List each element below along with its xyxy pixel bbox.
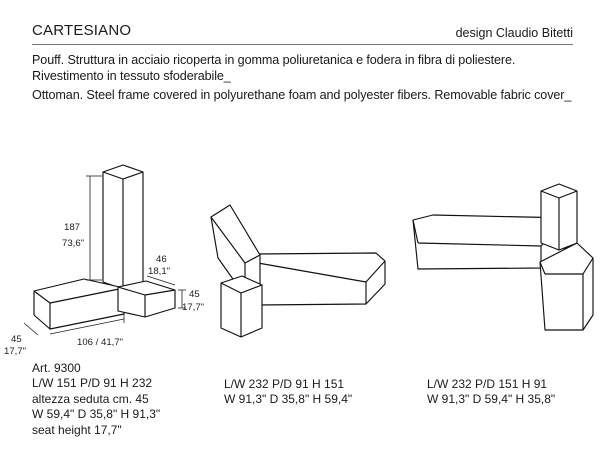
drawing-low-configuration	[413, 184, 593, 330]
description-italian-line-1: Pouff. Struttura in acciaio ricoperta in gomma poliuretanica e fodera in fibra di poliestere.	[32, 53, 516, 67]
left-depth-in-label: 17,7"	[4, 346, 27, 357]
article-number: Art. 9300	[32, 361, 81, 375]
size-cm: L/W 232 P/D 151 H 91	[427, 377, 548, 391]
size-cm: L/W 232 P/D 91 H 151	[224, 377, 345, 391]
seat-height-italian: altezza seduta cm. 45	[32, 391, 149, 406]
right-low-block	[118, 281, 175, 317]
description-english: Ottoman. Steel frame covered in polyurethane foam and polyester fibers. Removable fabric cover_	[32, 88, 572, 102]
drawing-vertical-configuration	[4, 165, 204, 357]
left-depth-cm-label: 45	[11, 334, 22, 345]
size-inches: W 91,3" D 35,8" H 59,4"	[224, 392, 353, 407]
drawing-horizontal-t	[211, 205, 385, 337]
description-italian-line-2: Rivestimento in tessuto sfoderabile_	[32, 69, 231, 83]
size-inches: W 91,3" D 59,4" H 35,8"	[427, 392, 556, 407]
depth-in-label: 18,1"	[148, 266, 171, 277]
height-cm-label: 187	[64, 222, 81, 233]
size-inches: W 59,4" D 35,8" H 91,3"	[32, 407, 161, 422]
spec-block-horizontal-t	[224, 377, 352, 408]
height-in-label: 73,6"	[62, 238, 85, 249]
side-height-cm-label: 45	[189, 289, 200, 300]
side-height-in-label: 17,7"	[182, 302, 205, 313]
depth-cm-label: 46	[156, 254, 167, 265]
seat-height-english: seat height 17,7"	[32, 422, 122, 437]
spec-block-vertical	[32, 361, 160, 438]
spec-block-low	[427, 377, 555, 408]
designer-credit: design Claudio Bitetti	[455, 26, 573, 40]
size-cm: L/W 151 P/D 91 H 232	[32, 376, 153, 391]
product-title: CARTESIANO	[32, 22, 132, 39]
width-label: 106 / 41,7"	[77, 337, 124, 348]
